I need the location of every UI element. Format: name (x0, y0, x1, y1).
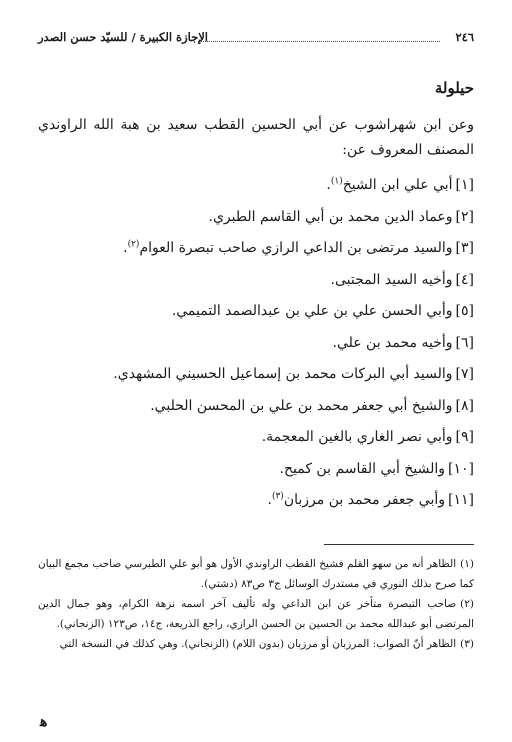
list-item (34, 170, 474, 202)
item-text: وأبي جعفر محمد بن مرزبان (283, 492, 446, 508)
footnote (38, 554, 474, 594)
item-text: والشيخ أبي القاسم بن كميح. (279, 460, 446, 477)
intro-line-1: وعن ابن شهراشوب عن أبي الحسين القطب سعيد بن هبة الله الراوندي (38, 117, 474, 133)
footnote-number: (١) (460, 558, 474, 570)
item-text: والسيد أبي البركات محمد بن إسماعيل الحسيني المشهدي. (113, 366, 453, 382)
list-item (34, 454, 474, 486)
item-tail: . (326, 177, 331, 193)
footnote-text: الظاهر أنّ الصواب: المرزبان أو مرزبان (بدون اللام) (الزنجاني). وهي كذلك في النسخة التي (59, 638, 457, 650)
list-item (34, 391, 474, 423)
footnote-separator (324, 544, 474, 545)
item-number: [٣] (455, 240, 474, 256)
item-text: وأبي الحسن علي بن علي بن عبدالصمد التميمي. (171, 303, 453, 319)
item-number: [٧] (455, 366, 474, 382)
footnote-ref: (٣) (271, 491, 284, 502)
list-item (34, 265, 474, 297)
item-text: والشيخ أبي جعفر محمد بن علي بن المحسن الحلبي. (150, 397, 453, 414)
item-text: وأبي نصر الغاري بالغين المعجمة. (261, 429, 453, 445)
item-text: وأخيه السيد المجتبى. (330, 271, 453, 288)
narrator-list (34, 170, 474, 517)
list-item (34, 485, 474, 517)
list-item (34, 233, 474, 265)
footnotes (38, 554, 474, 654)
list-item (34, 422, 474, 454)
item-number: [١] (455, 177, 474, 193)
item-number: [٤] (455, 271, 474, 288)
page-number: ٢٤٦ (455, 30, 474, 44)
item-number: [٥] (455, 303, 474, 319)
footnote-number: (٢) (460, 598, 474, 610)
footnote (38, 594, 474, 634)
footnote-ref: (١) (330, 176, 343, 187)
section-title: حيلولة (434, 79, 474, 97)
footnote-ref: (٢) (127, 239, 140, 250)
running-title: الإجازة الكبيرة / للسيّد حسن الصدر (38, 30, 208, 44)
item-tail: . (267, 492, 272, 508)
item-number: [٨] (455, 397, 474, 414)
list-item (34, 328, 474, 360)
footnote (38, 634, 474, 654)
catchword: ﻫ (40, 714, 48, 730)
item-text: أبي علي ابن الشيخ (342, 177, 453, 193)
footnote-text: صاحب التبصرة متأخر عن ابن الداعي وله تأليف آخر اسمه نزهة الكرام، وهو جمال الدين المرتضى أبو عبدالله محمد بن الحسين بن الحسن الرازي، راجع الذريعة، ج١٤، ص١٢٣ (الزنجاني). (38, 598, 474, 630)
item-text: والسيد مرتضى بن الداعي الرازي صاحب تبصرة العوام (139, 240, 453, 256)
footnote-text: الظاهر أنه من سهو القلم فشيخ القطب الراوندي الأول هو أبو علي الطبرسي صاحب مجمع البيان كما صرح بذلك النوري في مستدرك الوسائل ج٣ ص٨٣ (دشتي). (38, 558, 474, 590)
list-item (34, 359, 474, 391)
item-number: [٢] (455, 208, 474, 225)
list-item (34, 202, 474, 234)
item-number: [٩] (455, 429, 474, 445)
item-number: [٦] (455, 334, 474, 351)
item-text: وعماد الدين محمد بن أبي القاسم الطبري. (208, 208, 453, 225)
item-number: [١٠] (448, 460, 474, 477)
item-number: [١١] (448, 492, 474, 508)
footnote-number: (٣) (460, 638, 474, 650)
running-header (38, 30, 474, 48)
intro-line-2: المصنف المعروف عن: (342, 142, 474, 158)
item-text: وأخيه محمد بن علي. (332, 334, 453, 351)
header-dot-leader (198, 41, 440, 42)
list-item (34, 296, 474, 328)
item-tail: . (123, 240, 128, 256)
